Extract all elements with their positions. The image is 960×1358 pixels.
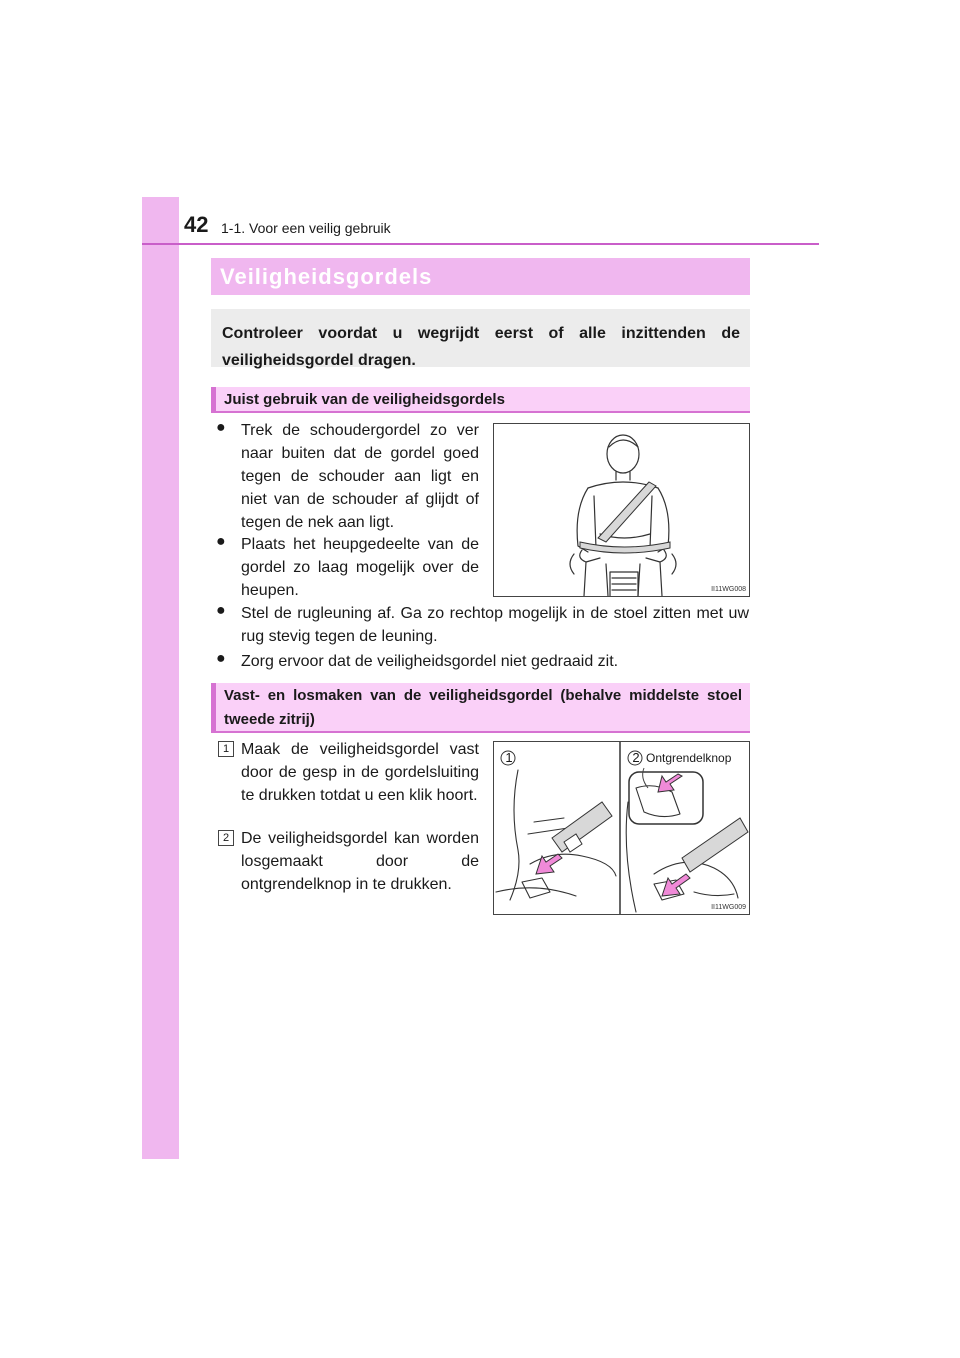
step-text-release: De veiligheidsgordel kan worden losgemaakt door de ontgrendelknop in te drukken. xyxy=(241,830,479,893)
bullet-text-seatback: Stel de rugleuning af. Ga zo rechtop mogelijk in de stoel zitten met uw rug stevig tegen de leuning. xyxy=(241,605,749,645)
subsection-heading-fasten-release: Vast- en losmaken van de veiligheidsgordel (behalve middelste stoel tweede zitrij) xyxy=(211,683,750,733)
subsection-heading-correct-use: Juist gebruik van de veiligheidsgordels xyxy=(211,387,750,413)
figure-seated-occupant xyxy=(493,423,750,597)
figure-code-label: II11WG008 xyxy=(711,586,746,593)
step-number-1: 1 xyxy=(218,741,234,757)
side-tab-bar xyxy=(142,197,179,1159)
bullet-text-not-twisted: Zorg ervoor dat de veiligheidsgordel niet gedraaid zit. xyxy=(241,653,619,670)
header-rule xyxy=(142,243,819,245)
section-title: Veiligheidsgordels xyxy=(211,258,750,295)
figure-code-label: II11WG009 xyxy=(711,904,746,911)
figure-step-1-label: 1 xyxy=(505,750,513,765)
page-number: 42 xyxy=(184,212,209,237)
figure-step-2-label: 2 xyxy=(632,750,640,765)
bullet-text-shoulder-belt: Trek de schoudergordel zo ver naar buiten dat de gordel goed tegen de schouder aan ligt en niet van de schouder af glijdt of tegen de nek aan ligt. xyxy=(241,422,479,531)
bullet-icon: ● xyxy=(216,419,226,436)
figure-buckle-operation xyxy=(493,741,750,915)
step-number-2: 2 xyxy=(218,830,234,846)
release-button-label: Ontgrendelknop xyxy=(646,751,732,765)
step-text-fasten: Maak de veiligheidsgordel vast door de gesp in de gordelsluiting te drukken totdat u een klik hoort. xyxy=(241,741,479,804)
bullet-icon: ● xyxy=(216,533,226,550)
seated-occupant-illustration xyxy=(494,424,749,596)
bullet-text-lap-belt: Plaats het heupgedeelte van de gordel zo laag mogelijk over de heupen. xyxy=(241,536,479,599)
buckle-illustration xyxy=(494,742,749,914)
intro-box: Controleer voordat u wegrijdt eerst of alle inzittenden de veiligheidsgordel dragen. xyxy=(211,309,750,367)
bullet-icon: ● xyxy=(216,650,226,667)
bullet-icon: ● xyxy=(216,602,226,619)
running-title: 1-1. Voor een veilig gebruik xyxy=(221,220,391,236)
